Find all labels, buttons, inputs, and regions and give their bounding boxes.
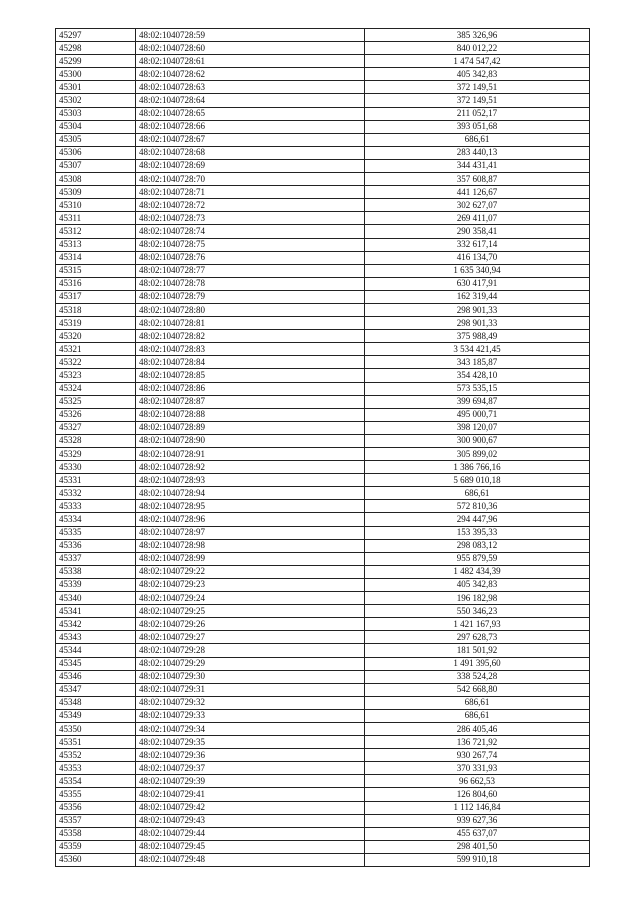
- table-row: [56, 159, 590, 172]
- table-row: [56, 434, 590, 447]
- table-row: [56, 565, 590, 578]
- cadastral-number-cell: 48:02:1040728:83: [136, 343, 365, 356]
- row-number-cell: 45330: [56, 461, 136, 474]
- cadastral-value-cell: 211 052,17: [365, 107, 590, 120]
- cadastral-number-cell: 48:02:1040728:79: [136, 290, 365, 303]
- cadastral-number-cell: 48:02:1040729:29: [136, 657, 365, 670]
- row-number-cell: 45355: [56, 788, 136, 801]
- table-row: [56, 317, 590, 330]
- cadastral-value-cell: 298 901,33: [365, 317, 590, 330]
- cadastral-number-cell: 48:02:1040729:34: [136, 722, 365, 735]
- table-row: [56, 539, 590, 552]
- table-row: [56, 225, 590, 238]
- row-number-cell: 45342: [56, 618, 136, 631]
- cadastral-value-cell: 550 346,23: [365, 605, 590, 618]
- table-row: [56, 55, 590, 68]
- cadastral-value-cell: 393 051,68: [365, 120, 590, 133]
- cadastral-value-cell: 495 000,71: [365, 408, 590, 421]
- cadastral-number-cell: 48:02:1040728:65: [136, 107, 365, 120]
- cadastral-number-cell: 48:02:1040729:45: [136, 840, 365, 853]
- cadastral-number-cell: 48:02:1040729:23: [136, 578, 365, 591]
- table-row: [56, 618, 590, 631]
- cadastral-value-cell: 1 635 340,94: [365, 264, 590, 277]
- cadastral-number-cell: 48:02:1040729:33: [136, 709, 365, 722]
- table-row: [56, 212, 590, 225]
- table-row: [56, 578, 590, 591]
- cadastral-value-cell: 405 342,83: [365, 68, 590, 81]
- table-row: [56, 657, 590, 670]
- cadastral-value-cell: 354 428,10: [365, 369, 590, 382]
- row-number-cell: 45352: [56, 749, 136, 762]
- cadastral-value-cell: 399 694,87: [365, 395, 590, 408]
- table-row: [56, 68, 590, 81]
- row-number-cell: 45358: [56, 827, 136, 840]
- row-number-cell: 45357: [56, 814, 136, 827]
- row-number-cell: 45327: [56, 421, 136, 434]
- row-number-cell: 45321: [56, 343, 136, 356]
- cadastral-number-cell: 48:02:1040728:89: [136, 421, 365, 434]
- table-row: [56, 173, 590, 186]
- cadastral-value-cell: 136 721,92: [365, 736, 590, 749]
- row-number-cell: 45328: [56, 434, 136, 447]
- row-number-cell: 45338: [56, 565, 136, 578]
- table-row: [56, 382, 590, 395]
- row-number-cell: 45344: [56, 644, 136, 657]
- table-row: [56, 120, 590, 133]
- table-row: [56, 408, 590, 421]
- row-number-cell: 45315: [56, 264, 136, 277]
- table-row: [56, 696, 590, 709]
- table-row: [56, 722, 590, 735]
- cadastral-number-cell: 48:02:1040728:90: [136, 434, 365, 447]
- table-row: [56, 683, 590, 696]
- cadastral-value-cell: 930 267,74: [365, 749, 590, 762]
- cadastral-value-cell: 3 534 421,45: [365, 343, 590, 356]
- cadastral-number-cell: 48:02:1040728:69: [136, 159, 365, 172]
- row-number-cell: 45354: [56, 775, 136, 788]
- table-row: [56, 146, 590, 159]
- cadastral-number-cell: 48:02:1040728:77: [136, 264, 365, 277]
- cadastral-number-cell: 48:02:1040728:95: [136, 500, 365, 513]
- cadastral-value-cell: 305 899,02: [365, 448, 590, 461]
- table-row: [56, 186, 590, 199]
- table-row: [56, 762, 590, 775]
- cadastral-number-cell: 48:02:1040729:31: [136, 683, 365, 696]
- row-number-cell: 45308: [56, 173, 136, 186]
- cadastral-number-cell: 48:02:1040728:66: [136, 120, 365, 133]
- row-number-cell: 45343: [56, 631, 136, 644]
- table-row: [56, 448, 590, 461]
- cadastral-value-cell: 955 879,59: [365, 552, 590, 565]
- row-number-cell: 45332: [56, 487, 136, 500]
- cadastral-value-cell: 372 149,51: [365, 94, 590, 107]
- cadastral-value-cell: 162 319,44: [365, 290, 590, 303]
- cadastral-number-cell: 48:02:1040728:85: [136, 369, 365, 382]
- table-row: [56, 461, 590, 474]
- row-number-cell: 45298: [56, 42, 136, 55]
- row-number-cell: 45324: [56, 382, 136, 395]
- table-row: [56, 94, 590, 107]
- cadastral-number-cell: 48:02:1040728:71: [136, 186, 365, 199]
- table-row: [56, 500, 590, 513]
- cadastral-number-cell: 48:02:1040729:37: [136, 762, 365, 775]
- cadastral-number-cell: 48:02:1040729:28: [136, 644, 365, 657]
- row-number-cell: 45353: [56, 762, 136, 775]
- table-row: [56, 343, 590, 356]
- table-row: [56, 552, 590, 565]
- cadastral-value-cell: 338 524,28: [365, 670, 590, 683]
- cadastral-value-cell: 441 126,67: [365, 186, 590, 199]
- row-number-cell: 45351: [56, 736, 136, 749]
- cadastral-number-cell: 48:02:1040728:78: [136, 277, 365, 290]
- cadastral-value-cell: 96 662,53: [365, 775, 590, 788]
- cadastral-number-cell: 48:02:1040728:81: [136, 317, 365, 330]
- row-number-cell: 45356: [56, 801, 136, 814]
- row-number-cell: 45309: [56, 186, 136, 199]
- cadastral-value-cell: 297 628,73: [365, 631, 590, 644]
- row-number-cell: 45340: [56, 592, 136, 605]
- cadastral-value-cell: 1 112 146,84: [365, 801, 590, 814]
- table-row: [56, 81, 590, 94]
- cadastral-number-cell: 48:02:1040728:60: [136, 42, 365, 55]
- row-number-cell: 45310: [56, 199, 136, 212]
- row-number-cell: 45333: [56, 500, 136, 513]
- cadastral-number-cell: 48:02:1040728:68: [136, 146, 365, 159]
- cadastral-number-cell: 48:02:1040729:24: [136, 592, 365, 605]
- table-row: [56, 290, 590, 303]
- row-number-cell: 45313: [56, 238, 136, 251]
- cadastral-number-cell: 48:02:1040729:22: [136, 565, 365, 578]
- table-row: [56, 356, 590, 369]
- table-row: [56, 775, 590, 788]
- table-row: [56, 605, 590, 618]
- table-row: [56, 801, 590, 814]
- table-row: [56, 238, 590, 251]
- cadastral-number-cell: 48:02:1040728:80: [136, 303, 365, 316]
- row-number-cell: 45334: [56, 513, 136, 526]
- cadastral-value-cell: 1 474 547,42: [365, 55, 590, 68]
- row-number-cell: 45346: [56, 670, 136, 683]
- row-number-cell: 45320: [56, 330, 136, 343]
- cadastral-number-cell: 48:02:1040728:94: [136, 487, 365, 500]
- cadastral-value-cell: 343 185,87: [365, 356, 590, 369]
- row-number-cell: 45349: [56, 709, 136, 722]
- cadastral-value-cell: 1 386 766,16: [365, 461, 590, 474]
- table-row: [56, 107, 590, 120]
- cadastral-number-cell: 48:02:1040729:44: [136, 827, 365, 840]
- table-row: [56, 29, 590, 42]
- cadastral-number-cell: 48:02:1040728:92: [136, 461, 365, 474]
- cadastral-value-cell: 283 440,13: [365, 146, 590, 159]
- cadastral-value-cell: 153 395,33: [365, 526, 590, 539]
- cadastral-value-cell: 286 405,46: [365, 722, 590, 735]
- table-row: [56, 631, 590, 644]
- cadastral-value-cell: 398 120,07: [365, 421, 590, 434]
- cadastral-value-cell: 1 421 167,93: [365, 618, 590, 631]
- table-row: [56, 474, 590, 487]
- row-number-cell: 45302: [56, 94, 136, 107]
- cadastral-number-cell: 48:02:1040728:59: [136, 29, 365, 42]
- cadastral-number-cell: 48:02:1040728:76: [136, 251, 365, 264]
- table-row: [56, 853, 590, 866]
- cadastral-value-cell: 686,61: [365, 696, 590, 709]
- table-row: [56, 592, 590, 605]
- cadastral-number-cell: 48:02:1040728:74: [136, 225, 365, 238]
- row-number-cell: 45323: [56, 369, 136, 382]
- cadastral-value-cell: 298 401,50: [365, 840, 590, 853]
- cadastral-value-cell: 686,61: [365, 133, 590, 146]
- table-row: [56, 421, 590, 434]
- cadastral-value-cell: 196 182,98: [365, 592, 590, 605]
- row-number-cell: 45341: [56, 605, 136, 618]
- row-number-cell: 45331: [56, 474, 136, 487]
- cadastral-number-cell: 48:02:1040728:64: [136, 94, 365, 107]
- cadastral-number-cell: 48:02:1040729:48: [136, 853, 365, 866]
- table-row: [56, 513, 590, 526]
- row-number-cell: 45314: [56, 251, 136, 264]
- cadastral-value-cell: 542 668,80: [365, 683, 590, 696]
- row-number-cell: 45347: [56, 683, 136, 696]
- cadastral-number-cell: 48:02:1040729:42: [136, 801, 365, 814]
- cadastral-value-cell: 375 988,49: [365, 330, 590, 343]
- row-number-cell: 45359: [56, 840, 136, 853]
- row-number-cell: 45326: [56, 408, 136, 421]
- cadastral-value-cell: 5 689 010,18: [365, 474, 590, 487]
- cadastral-number-cell: 48:02:1040729:32: [136, 696, 365, 709]
- row-number-cell: 45303: [56, 107, 136, 120]
- table-row: [56, 199, 590, 212]
- cadastral-number-cell: 48:02:1040728:98: [136, 539, 365, 552]
- row-number-cell: 45316: [56, 277, 136, 290]
- cadastral-number-cell: 48:02:1040728:96: [136, 513, 365, 526]
- table-row: [56, 840, 590, 853]
- cadastral-value-cell: 599 910,18: [365, 853, 590, 866]
- row-number-cell: 45336: [56, 539, 136, 552]
- cadastral-number-cell: 48:02:1040728:73: [136, 212, 365, 225]
- cadastral-number-cell: 48:02:1040729:36: [136, 749, 365, 762]
- cadastral-number-cell: 48:02:1040729:43: [136, 814, 365, 827]
- cadastral-value-cell: 1 482 434,39: [365, 565, 590, 578]
- table-row: [56, 670, 590, 683]
- row-number-cell: 45335: [56, 526, 136, 539]
- cadastral-value-cell: 302 627,07: [365, 199, 590, 212]
- row-number-cell: 45311: [56, 212, 136, 225]
- cadastral-number-cell: 48:02:1040728:63: [136, 81, 365, 94]
- cadastral-value-cell: 126 804,60: [365, 788, 590, 801]
- cadastral-value-cell: 372 149,51: [365, 81, 590, 94]
- row-number-cell: 45360: [56, 853, 136, 866]
- cadastral-value-cell: 357 608,87: [365, 173, 590, 186]
- cadastral-number-cell: 48:02:1040729:30: [136, 670, 365, 683]
- table-row: [56, 644, 590, 657]
- cadastral-value-table: [55, 28, 590, 867]
- cadastral-value-cell: 181 501,92: [365, 644, 590, 657]
- table-row: [56, 827, 590, 840]
- table-row: [56, 487, 590, 500]
- cadastral-value-cell: 840 012,22: [365, 42, 590, 55]
- cadastral-value-cell: 572 810,36: [365, 500, 590, 513]
- row-number-cell: 45297: [56, 29, 136, 42]
- cadastral-value-cell: 455 637,07: [365, 827, 590, 840]
- cadastral-value-cell: 385 326,96: [365, 29, 590, 42]
- cadastral-value-cell: 630 417,91: [365, 277, 590, 290]
- cadastral-number-cell: 48:02:1040728:99: [136, 552, 365, 565]
- cadastral-value-cell: 298 901,33: [365, 303, 590, 316]
- table-row: [56, 736, 590, 749]
- row-number-cell: 45307: [56, 159, 136, 172]
- cadastral-number-cell: 48:02:1040729:41: [136, 788, 365, 801]
- cadastral-number-cell: 48:02:1040728:75: [136, 238, 365, 251]
- table-row: [56, 133, 590, 146]
- cadastral-value-cell: 1 491 395,60: [365, 657, 590, 670]
- cadastral-number-cell: 48:02:1040728:84: [136, 356, 365, 369]
- cadastral-value-cell: 573 535,15: [365, 382, 590, 395]
- table-row: [56, 264, 590, 277]
- row-number-cell: 45299: [56, 55, 136, 68]
- cadastral-number-cell: 48:02:1040729:26: [136, 618, 365, 631]
- row-number-cell: 45319: [56, 317, 136, 330]
- row-number-cell: 45348: [56, 696, 136, 709]
- cadastral-number-cell: 48:02:1040728:97: [136, 526, 365, 539]
- table-row: [56, 303, 590, 316]
- cadastral-value-cell: 290 358,41: [365, 225, 590, 238]
- row-number-cell: 45339: [56, 578, 136, 591]
- cadastral-number-cell: 48:02:1040729:35: [136, 736, 365, 749]
- cadastral-number-cell: 48:02:1040728:70: [136, 173, 365, 186]
- cadastral-number-cell: 48:02:1040728:72: [136, 199, 365, 212]
- table-row: [56, 42, 590, 55]
- cadastral-value-cell: 686,61: [365, 709, 590, 722]
- table-row: [56, 814, 590, 827]
- row-number-cell: 45300: [56, 68, 136, 81]
- cadastral-number-cell: 48:02:1040728:88: [136, 408, 365, 421]
- table-row: [56, 749, 590, 762]
- cadastral-value-cell: 939 627,36: [365, 814, 590, 827]
- row-number-cell: 45322: [56, 356, 136, 369]
- cadastral-number-cell: 48:02:1040729:27: [136, 631, 365, 644]
- cadastral-value-cell: 370 331,93: [365, 762, 590, 775]
- table-row: [56, 709, 590, 722]
- row-number-cell: 45350: [56, 722, 136, 735]
- table-row: [56, 526, 590, 539]
- row-number-cell: 45318: [56, 303, 136, 316]
- table-row: [56, 369, 590, 382]
- cadastral-value-cell: 300 900,67: [365, 434, 590, 447]
- table-row: [56, 277, 590, 290]
- row-number-cell: 45312: [56, 225, 136, 238]
- cadastral-value-cell: 344 431,41: [365, 159, 590, 172]
- row-number-cell: 45345: [56, 657, 136, 670]
- cadastral-number-cell: 48:02:1040729:25: [136, 605, 365, 618]
- row-number-cell: 45325: [56, 395, 136, 408]
- table-row: [56, 251, 590, 264]
- cadastral-number-cell: 48:02:1040729:39: [136, 775, 365, 788]
- table-row: [56, 395, 590, 408]
- cadastral-value-cell: 332 617,14: [365, 238, 590, 251]
- cadastral-number-cell: 48:02:1040728:93: [136, 474, 365, 487]
- cadastral-value-cell: 269 411,07: [365, 212, 590, 225]
- cadastral-number-cell: 48:02:1040728:86: [136, 382, 365, 395]
- cadastral-value-cell: 298 083,12: [365, 539, 590, 552]
- cadastral-value-cell: 294 447,96: [365, 513, 590, 526]
- table-row: [56, 788, 590, 801]
- cadastral-number-cell: 48:02:1040728:91: [136, 448, 365, 461]
- row-number-cell: 45329: [56, 448, 136, 461]
- cadastral-number-cell: 48:02:1040728:82: [136, 330, 365, 343]
- cadastral-number-cell: 48:02:1040728:67: [136, 133, 365, 146]
- row-number-cell: 45337: [56, 552, 136, 565]
- row-number-cell: 45317: [56, 290, 136, 303]
- cadastral-number-cell: 48:02:1040728:61: [136, 55, 365, 68]
- cadastral-number-cell: 48:02:1040728:87: [136, 395, 365, 408]
- row-number-cell: 45304: [56, 120, 136, 133]
- cadastral-value-cell: 405 342,83: [365, 578, 590, 591]
- table-body: [56, 29, 590, 867]
- table-row: [56, 330, 590, 343]
- cadastral-value-cell: 686,61: [365, 487, 590, 500]
- row-number-cell: 45306: [56, 146, 136, 159]
- row-number-cell: 45305: [56, 133, 136, 146]
- cadastral-number-cell: 48:02:1040728:62: [136, 68, 365, 81]
- row-number-cell: 45301: [56, 81, 136, 94]
- cadastral-value-cell: 416 134,70: [365, 251, 590, 264]
